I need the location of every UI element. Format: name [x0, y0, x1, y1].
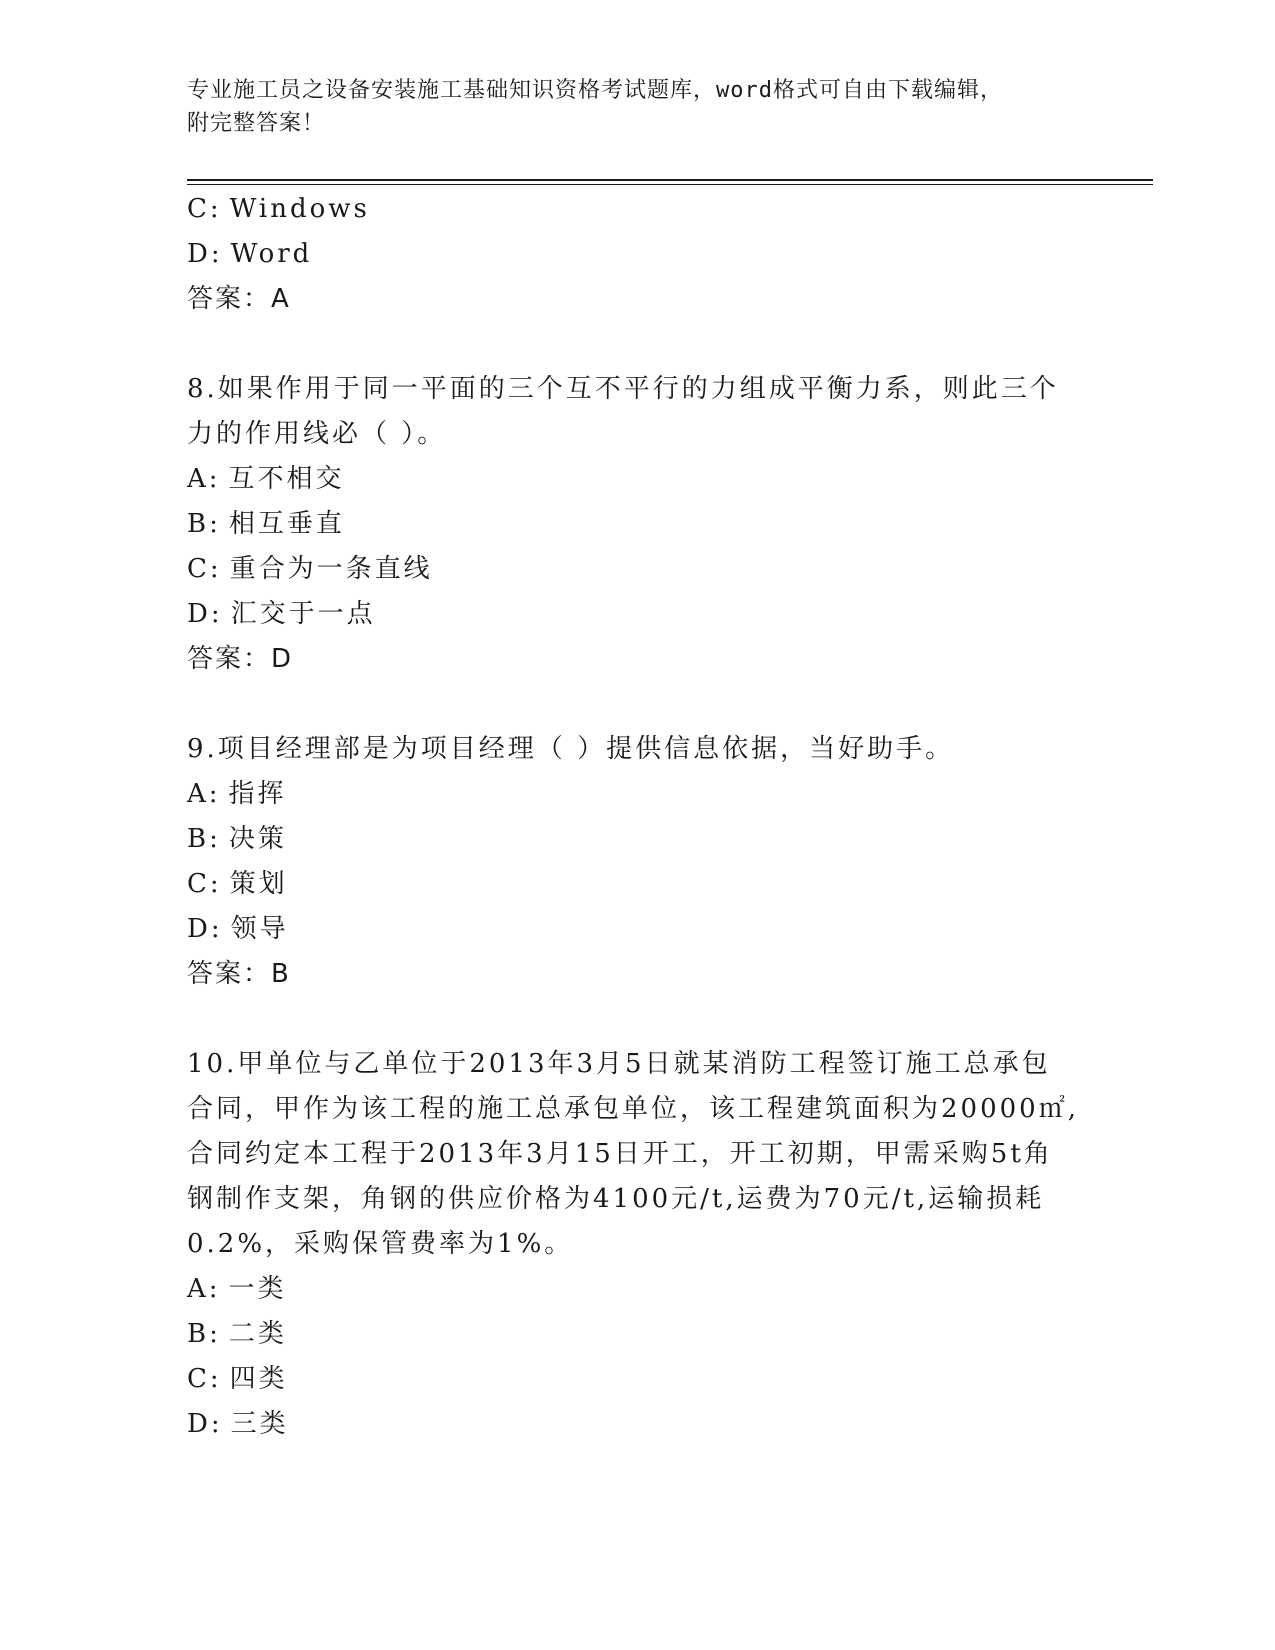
option-letter: D:	[187, 1409, 223, 1439]
q10-stem-line-3: 合同约定本工程于2013年3月15日开工，开工初期，甲需采购5t角	[187, 1139, 1053, 1169]
q8-answer: 答案：D	[187, 644, 294, 674]
option-letter: C:	[187, 869, 222, 899]
q9-option-c	[187, 867, 288, 901]
option-letter: D:	[187, 599, 223, 629]
option-letter: C:	[187, 194, 222, 224]
q8-stem-line-1: 8.如果作用于同一平面的三个互不平行的力组成平衡力系，则此三个	[187, 374, 1059, 404]
option-text: 四类	[229, 1364, 288, 1394]
option-letter: B:	[187, 509, 221, 539]
option-text: 三类	[230, 1409, 289, 1439]
option-letter: C:	[187, 1364, 222, 1394]
q8-option-d	[187, 597, 376, 631]
q7-option-d	[187, 237, 312, 271]
option-text: 二类	[228, 1319, 287, 1349]
q8-option-c	[187, 552, 433, 586]
option-letter: C:	[187, 554, 222, 584]
option-letter: D:	[187, 914, 223, 944]
option-text: 决策	[228, 824, 287, 854]
document-header	[187, 74, 1067, 140]
q8-stem-line-2: 力的作用线必（ ）。	[187, 419, 447, 449]
q8-option-a	[187, 462, 345, 496]
q9-option-a	[187, 777, 287, 811]
q10-stem-line-4: 钢制作支架，角钢的供应价格为4100元/t,运费为70元/t,运输损耗	[187, 1184, 1045, 1214]
option-text: 汇交于一点	[230, 599, 376, 629]
q9-option-d	[187, 912, 289, 946]
q9-stem-line-1: 9.项目经理部是为项目经理（ ）提供信息依据，当好助手。	[187, 734, 955, 764]
option-text: 指挥	[228, 779, 287, 809]
q10-stem-line-2: 合同，甲作为该工程的施工总承包单位，该工程建筑面积为20000㎡,	[187, 1094, 1079, 1124]
q8-option-b	[187, 507, 345, 541]
option-text: 策划	[229, 869, 288, 899]
header-divider-thin	[187, 184, 1153, 185]
option-letter: A:	[187, 464, 221, 494]
option-text: 一类	[228, 1274, 287, 1304]
option-letter: D:	[187, 239, 223, 269]
header-divider-thick	[187, 179, 1153, 181]
q10-option-a	[187, 1272, 287, 1306]
option-text: 重合为一条直线	[229, 554, 433, 584]
q10-option-b	[187, 1317, 287, 1351]
q7-option-c	[187, 192, 370, 226]
header-line-1: 专业施工员之设备安装施工基础知识资格考试题库，word格式可自由下载编辑，	[187, 78, 1003, 103]
option-letter: A:	[187, 1274, 221, 1304]
q9-option-b	[187, 822, 287, 856]
q7-answer: 答案：A	[187, 284, 291, 314]
q10-stem-line-1: 10.甲单位与乙单位于2013年3月5日就某消防工程签订施工总承包	[187, 1049, 1051, 1079]
option-letter: B:	[187, 824, 221, 854]
q9-answer: 答案：B	[187, 959, 291, 989]
option-letter: A:	[187, 779, 221, 809]
q10-stem-line-5: 0.2%，采购保管费率为1%。	[187, 1229, 574, 1259]
option-text: 领导	[230, 914, 289, 944]
q10-option-c	[187, 1362, 288, 1396]
option-letter: B:	[187, 1319, 221, 1349]
option-text: 相互垂直	[228, 509, 345, 539]
option-text: 互不相交	[228, 464, 345, 494]
q10-option-d	[187, 1407, 289, 1441]
option-text: Word	[230, 239, 313, 269]
header-line-2: 附完整答案！	[187, 111, 326, 136]
option-text: Windows	[229, 194, 370, 224]
